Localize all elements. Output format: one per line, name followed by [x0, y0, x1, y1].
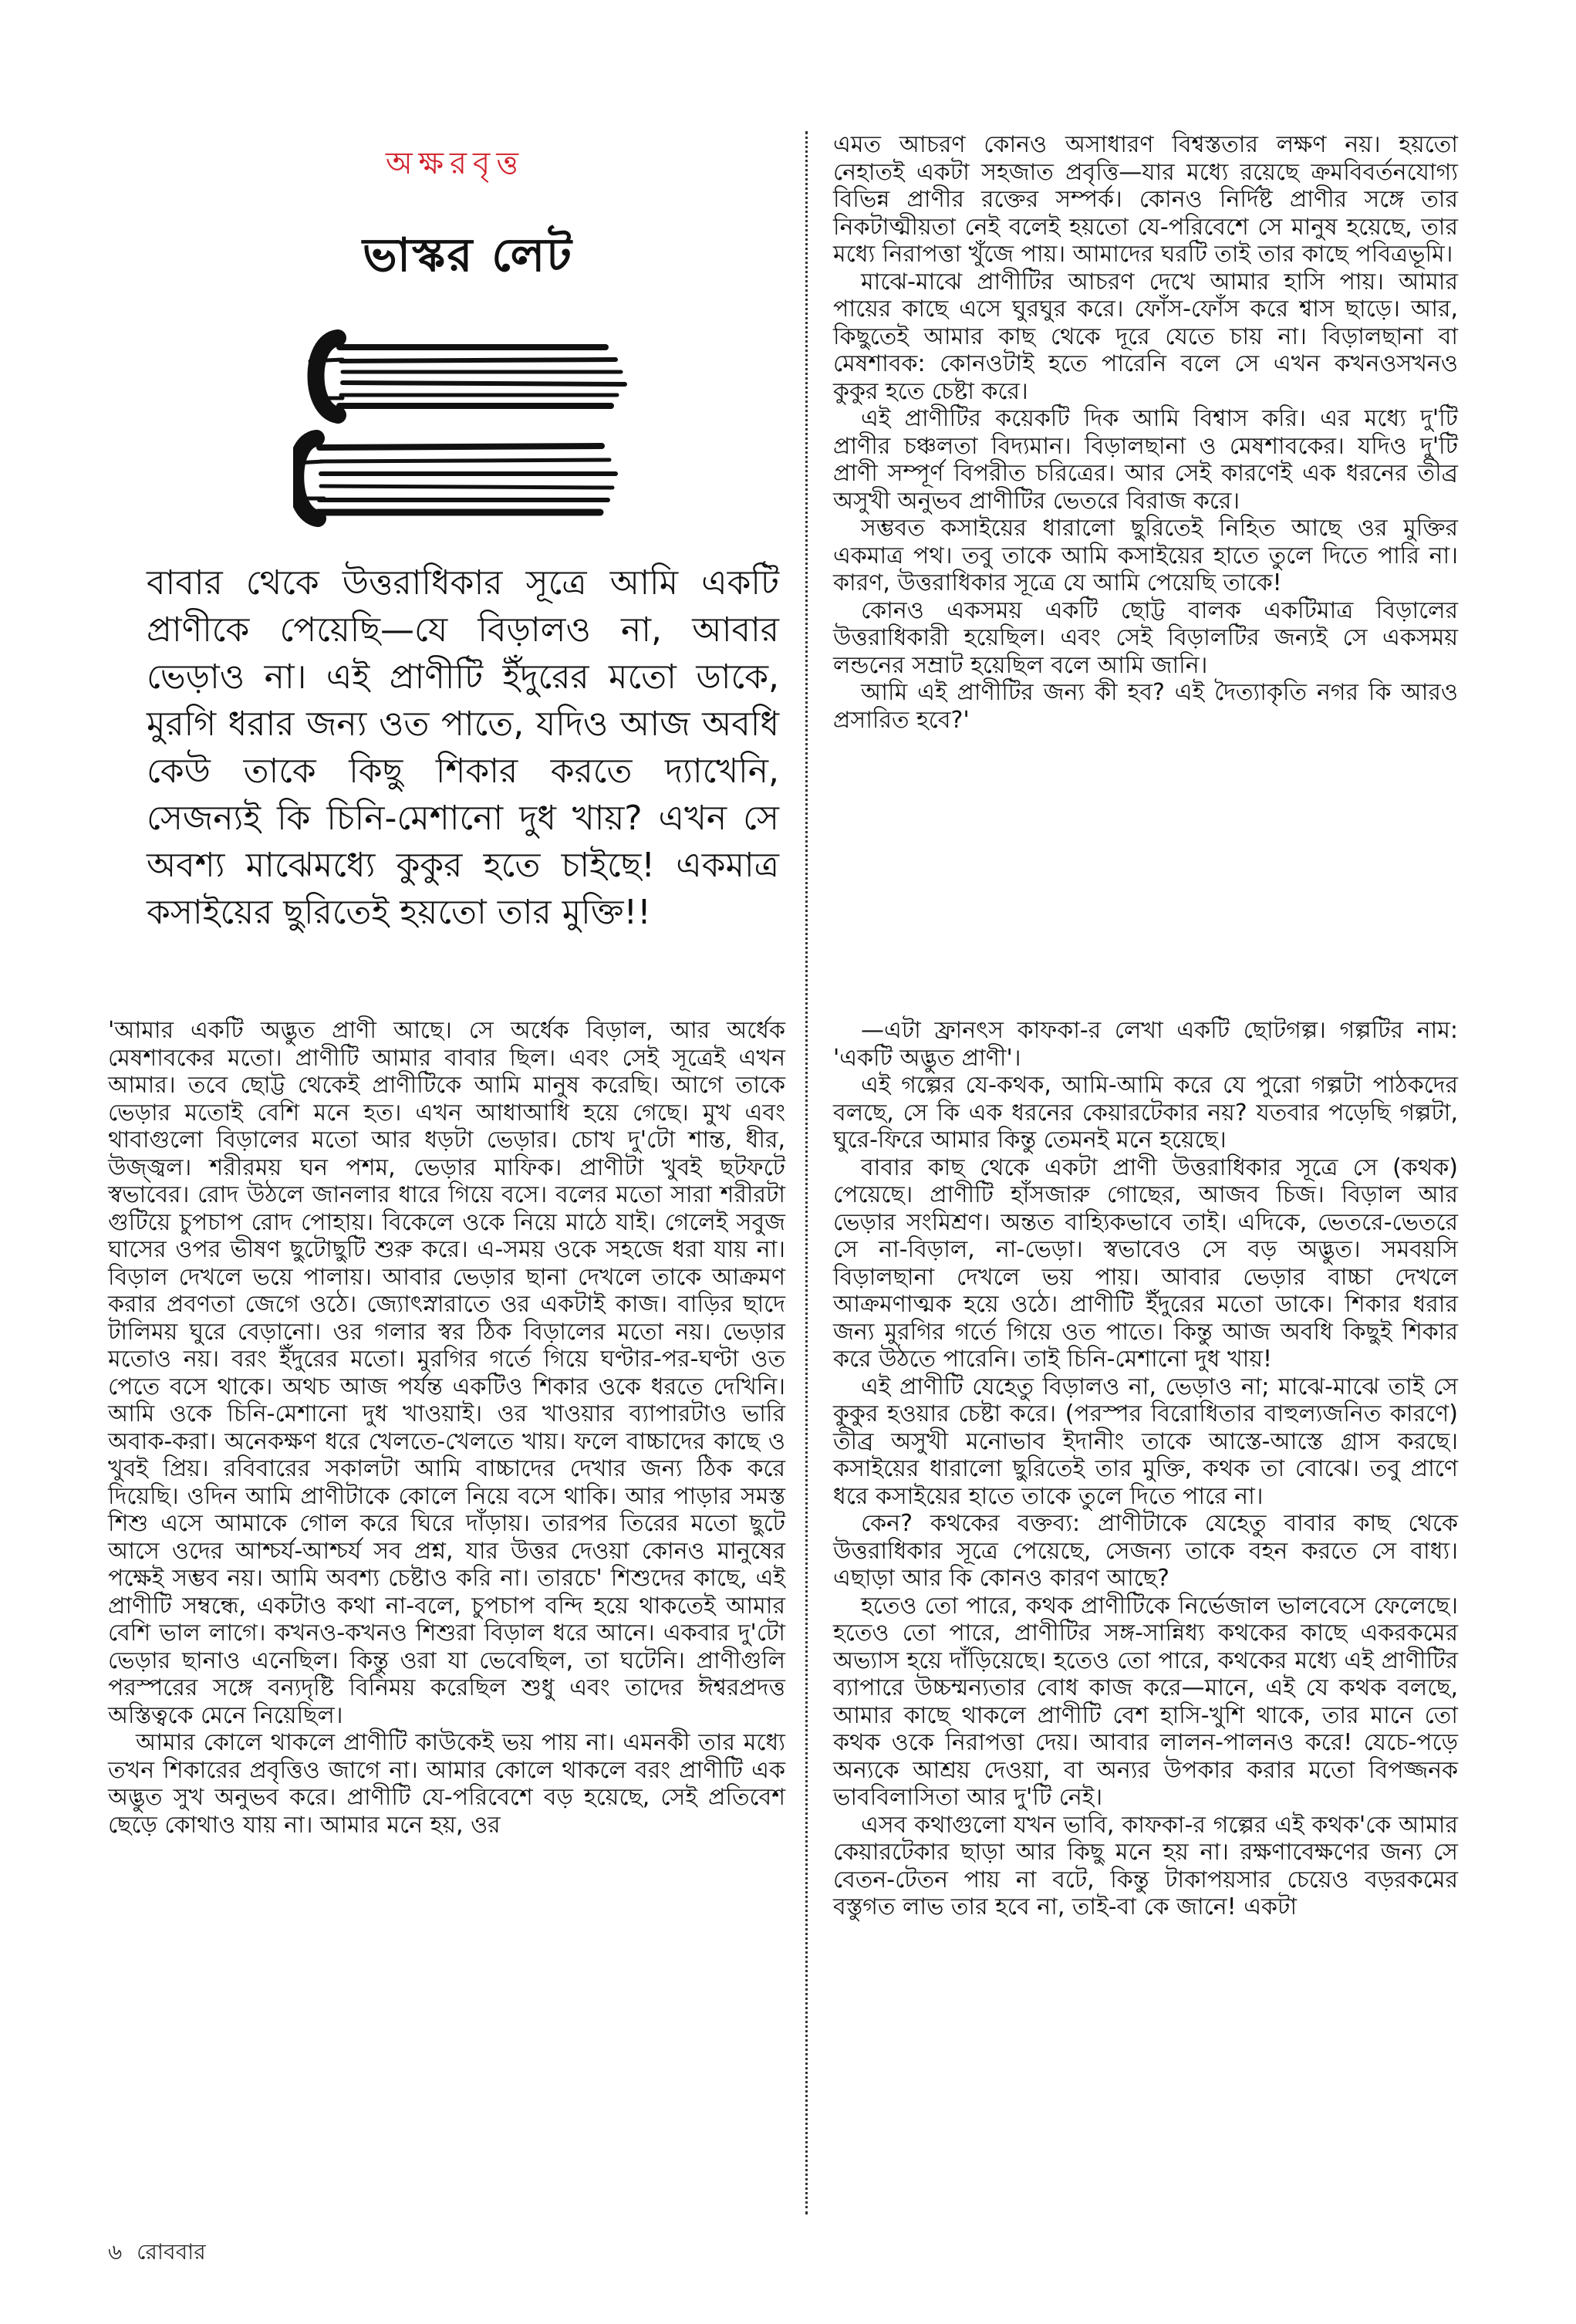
paragraph: কেন? কথকের বক্তব্য: প্রাণীটাকে যেহেতু বাবার কাছ থেকে উত্তরাধিকার সূত্রে পেয়েছে, সেজন্য তাকে বহন করতে সে বাধ্য। এছাড়া আর কি কোনও কারণ আছে? — [833, 1510, 1458, 1592]
paragraph: আমি এই প্রাণীটির জন্য কী হব? এই দৈত্যাকৃতি নগর কি আরও প্রসারিত হবে?' — [833, 679, 1458, 734]
paragraph: এই প্রাণীটি যেহেতু বিড়ালও না, ভেড়াও না; মাঝে-মাঝে তাই সে কুকুর হওয়ার চেষ্টা করে। (পরস্পর বিরোধিতার বাহুল্যজনিত কারণে) তীব্র অসুখী মনোভাব ইদানীং তাকে আস্তে-আস্তে গ্রাস করছে। কসাইয়ের ধারালো ছুরিতেই তার মুক্তি, কথক তা বোঝে। তবু প্রাণে ধরে কসাইয়ের হাতে তাকে তুলে দিতে পারে না। — [833, 1373, 1458, 1510]
paragraph: —এটা ফ্রানৎস কাফকা-র লেখা একটি ছোটগল্প। গল্পটির নাম: 'একটি অদ্ভুত প্রাণী'। — [833, 1017, 1458, 1072]
paragraph: সম্ভবত কসাইয়ের ধারালো ছুরিতেই নিহিত আছে ওর মুক্তির একমাত্র পথ। তবু তাকে আমি কসাইয়ের হাতে তুলে দিতে পারি না। কারণ, উত্তরাধিকার সূত্রে যে আমি পেয়েছি তাকে! — [833, 515, 1458, 596]
right-column-top — [833, 131, 1458, 734]
magazine-name: রোববার — [137, 2239, 206, 2265]
story-deck: বাবার থেকে উত্তরাধিকার সূত্রে আমি একটি প্রাণীকে পেয়েছি—যে বিড়ালও না, আবার ভেড়াও না। এই প্রাণীটি ইঁদুরের মতো ডাকে, মুরগি ধরার জন্য ওত পাতে, যদিও আজ অবধি কেউ তাকে কিছু শিকার করতে দ্যাখেনি, সেজন্যই কি চিনি-মেশানো দুধ খায়? এখন সে অবশ্য মাঝেমধ্যে কুকুর হতে চাইছে! একমাত্র কসাইয়ের ছুরিতেই হয়তো তার মুক্তি!! — [147, 563, 779, 932]
page-folio — [108, 2235, 206, 2272]
paragraph: 'আমার একটি অদ্ভুত প্রাণী আছে। সে অর্ধেক বিড়াল, আর অর্ধেক মেষশাবকের মতো। প্রাণীটি আমার বাবার ছিল। এবং সেই সূত্রেই এখন আমার। তবে ছোট্ট থেকেই প্রাণীটিকে আমি মানুষ করেছি। আগে তাকে ভেড়ার মতোই বেশি মনে হত। এখন আধাআধি হয়ে গেছে। মুখ এবং থাবাগুলো বিড়ালের মতো আর ধড়টা ভেড়ার। চোখ দু'টো শান্ত, ধীর, উজ্জ্বল। শরীরময় ঘন পশম, ভেড়ার মাফিক। প্রাণীটা খুবই ছটফটে স্বভাবের। রোদ উঠলে জানলার ধারে গিয়ে বসে। বলের মতো সারা শরীরটা গুটিয়ে চুপচাপ রোদ পোহায়। বিকেলে ওকে নিয়ে মাঠে যাই। গেলেই সবুজ ঘাসের ওপর ভীষণ ছুটোছুটি শুরু করে। এ-সময় ওকে সহজে ধরা যায় না। বিড়াল দেখলে ভয়ে পালায়। আবার ভেড়ার ছানা দেখলে তাকে আক্রমণ করার প্রবণতা জেগে ওঠে। জ্যোৎস্নারাতে ওর একটাই কাজ। বাড়ির ছাদে টালিময় ঘুরে বেড়ানো। ওর গলার স্বর ঠিক বিড়ালের মতো নয়। ভেড়ার মতোও নয়। বরং ইঁদুরের মতো। মুরগির গর্তে গিয়ে ঘণ্টার-পর-ঘণ্টা ওত পেতে বসে থাকে। অথচ আজ পর্যন্ত একটিও শিকার ওকে ধরতে দেখিনি। আমি ওকে চিনি-মেশানো দুধ খাওয়াই। ওর খাওয়ার ব্যাপারটাও ভারি অবাক-করা। অনেকক্ষণ ধরে খেলতে-খেলতে খায়। ফলে বাচ্চাদের কাছে ও খুবই প্রিয়। রবিবারের সকালটা আমি বাচ্চাদের দেখার জন্য ঠিক করে দিয়েছি। ওদিন আমি প্রাণীটাকে কোলে নিয়ে বসে থাকি। আর পাড়ার সমস্ত শিশু এসে আমাকে গোল করে ঘিরে দাঁড়ায়। তারপর তিরের মতো ছুটে আসে ওদের আশ্চর্য-আশ্চর্য সব প্রশ্ন, যার উত্তর দেওয়া কোনও মানুষের পক্ষেই সম্ভব নয়। আমি অবশ্য চেষ্টাও করি না। তারচে' শিশুদের কাছে, এই প্রাণীটি সম্বন্ধে, একটাও কথা না-বলে, চুপচাপ বন্দি হয়ে থাকতেই আমার বেশি ভাল লাগে। কখনও-কখনও শিশুরা বিড়াল ধরে আনে। একবার দু'টো ভেড়ার ছানাও এনেছিল। কিন্তু ওরা যা ভেবেছিল, তা ঘটেনি। প্রাণীগুলি পরস্পরের সঙ্গে বন্যদৃষ্টি বিনিময় করেছিল শুধু এবং তাদের ঈশ্বরপ্রদত্ত অস্তিত্বকে মেনে নিয়েছিল। — [108, 1017, 785, 1729]
ink-brush-stack-logo — [293, 324, 694, 548]
right-column-bottom — [833, 1017, 1458, 1921]
author-name: ভাস্কর লেট — [363, 228, 573, 282]
paragraph: হতেও তো পারে, কথক প্রাণীটিকে নির্ভেজাল ভালবেসে ফেলেছে। হতেও তো পারে, প্রাণীটির সঙ্গ-সান্নিধ্য কথকের কাছে একরকমের অভ্যাস হয়ে দাঁড়িয়েছে। হতেও তো পারে, কথকের মধ্যে এই প্রাণীটির ব্যাপারে উচ্চম্মন্যতার বোধ কাজ করে—মানে, এই যে কথক বলছে, আমার কাছে থাকলে প্রাণীটি বেশ হাসি-খুশি থাকে, তার মানে তো কথক ওকে নিরাপত্তা দেয়। আবার লালন-পালনও করে! যেচে-পড়ে অন্যকে আশ্রয় দেওয়া, বা অন্যর উপকার করার মতো বিপজ্জনক ভাববিলাসিতা আর দু'টি নেই। — [833, 1592, 1458, 1811]
paragraph: আমার কোলে থাকলে প্রাণীটি কাউকেই ভয় পায় না। এমনকী তার মধ্যে তখন শিকারের প্রবৃত্তিও জাগে না। আমার কোলে থাকলে বরং প্রাণীটি এক অদ্ভুত সুখ অনুভব করে। প্রাণীটি যে-পরিবেশে বড় হয়েছে, সেই প্রতিবেশ ছেড়ে কোথাও যায় না। আমার মনে হয়, ওর — [108, 1729, 785, 1839]
paragraph: এসব কথাগুলো যখন ভাবি, কাফকা-র গল্পের এই কথক'কে আমার কেয়ারটেকার ছাড়া আর কিছু মনে হয় না। রক্ষণাবেক্ষণের জন্য সে বেতন-টেতন পায় না বটে, কিন্তু টাকাপয়সার চেয়েও বড়রকমের বস্তুগত লাভ তার হবে না, তাই-বা কে জানে! একটা — [833, 1811, 1458, 1920]
paragraph: এমত আচরণ কোনও অসাধারণ বিশ্বস্ততার লক্ষণ নয়। হয়তো নেহাতই একটা সহজাত প্রবৃত্তি—যার মধ্যে রয়েছে ক্রমবিবর্তনযোগ্য বিভিন্ন প্রাণীর রক্তের সম্পর্ক। কোনও নির্দিষ্ট প্রাণীর সঙ্গে তার নিকটাত্মীয়তা নেই বলেই হয়তো যে-পরিবেশে সে মানুষ হয়েছে, তার মধ্যে নিরাপত্তা খুঁজে পায়। আমাদের ঘরটি তাই তার কাছে পবিত্রভূমি। — [833, 131, 1458, 268]
paragraph: কোনও একসময় একটি ছোট্ট বালক একটিমাত্র বিড়ালের উত্তরাধিকারী হয়েছিল। এবং সেই বিড়ালটির জন্যই সে একসময় লন্ডনের সম্রাট হয়েছিল বলে আমি জানি। — [833, 596, 1458, 679]
column-label: অক্ষরবৃত্ত — [386, 146, 525, 181]
left-column-bottom — [108, 1017, 785, 1839]
paragraph: বাবার কাছ থেকে একটা প্রাণী উত্তরাধিকার সূত্রে সে (কথক) পেয়েছে। প্রাণীটি হাঁসজারু গোছের, আজব চিজ। বিড়াল আর ভেড়ার সংমিশ্রণ। অন্তত বাহ্যিকভাবে তাই। এদিকে, ভেতরে-ভেতরে সে না-বিড়াল, না-ভেড়া। স্বভাবেও সে বড় অদ্ভুত। সমবয়সি বিড়ালছানা দেখলে ভয় পায়। আবার ভেড়ার বাচ্চা দেখলে আক্রমণাত্মক হয়ে ওঠে। প্রাণীটি ইঁদুরের মতো ডাকে। শিকার ধরার জন্য মুরগির গর্তে গিয়ে ওত পাতে। কিন্তু আজ অবধি কিছুই শিকার করে উঠতে পারেনি। তাই চিনি-মেশানো দুধ খায়! — [833, 1154, 1458, 1373]
paragraph: এই প্রাণীটির কয়েকটি দিক আমি বিশ্বাস করি। এর মধ্যে দু'টি প্রাণীর চঞ্চলতা বিদ্যমান। বিড়ালছানা ও মেষশাবকের। যদিও দু'টি প্রাণী সম্পূর্ণ বিপরীত চরিত্রের। আর সেই কারণেই এক ধরনের তীব্র অসুখী অনুভব প্রাণীটির ভেতরে বিরাজ করে। — [833, 405, 1458, 515]
page-number: ৬ — [108, 2239, 123, 2265]
paragraph: মাঝে-মাঝে প্রাণীটির আচরণ দেখে আমার হাসি পায়। আমার পায়ের কাছে এসে ঘুরঘুর করে। ফোঁস-ফোঁস করে শ্বাস ছাড়ে। আর, কিছুতেই আমার কাছ থেকে দূরে যেতে চায় না। বিড়ালছানা বা মেষশাবক: কোনওটাই হতে পারেনি বলে সে এখন কখনওসখনও কুকুর হতে চেষ্টা করে। — [833, 268, 1458, 405]
paragraph: এই গল্পের যে-কথক, আমি-আমি করে যে পুরো গল্পটা পাঠকদের বলছে, সে কি এক ধরনের কেয়ারটেকার নয়? যতবার পড়েছি গল্পটা, ঘুরে-ফিরে আমার কিন্তু তেমনই মনে হয়েছে। — [833, 1072, 1458, 1154]
column-divider — [805, 131, 808, 2214]
